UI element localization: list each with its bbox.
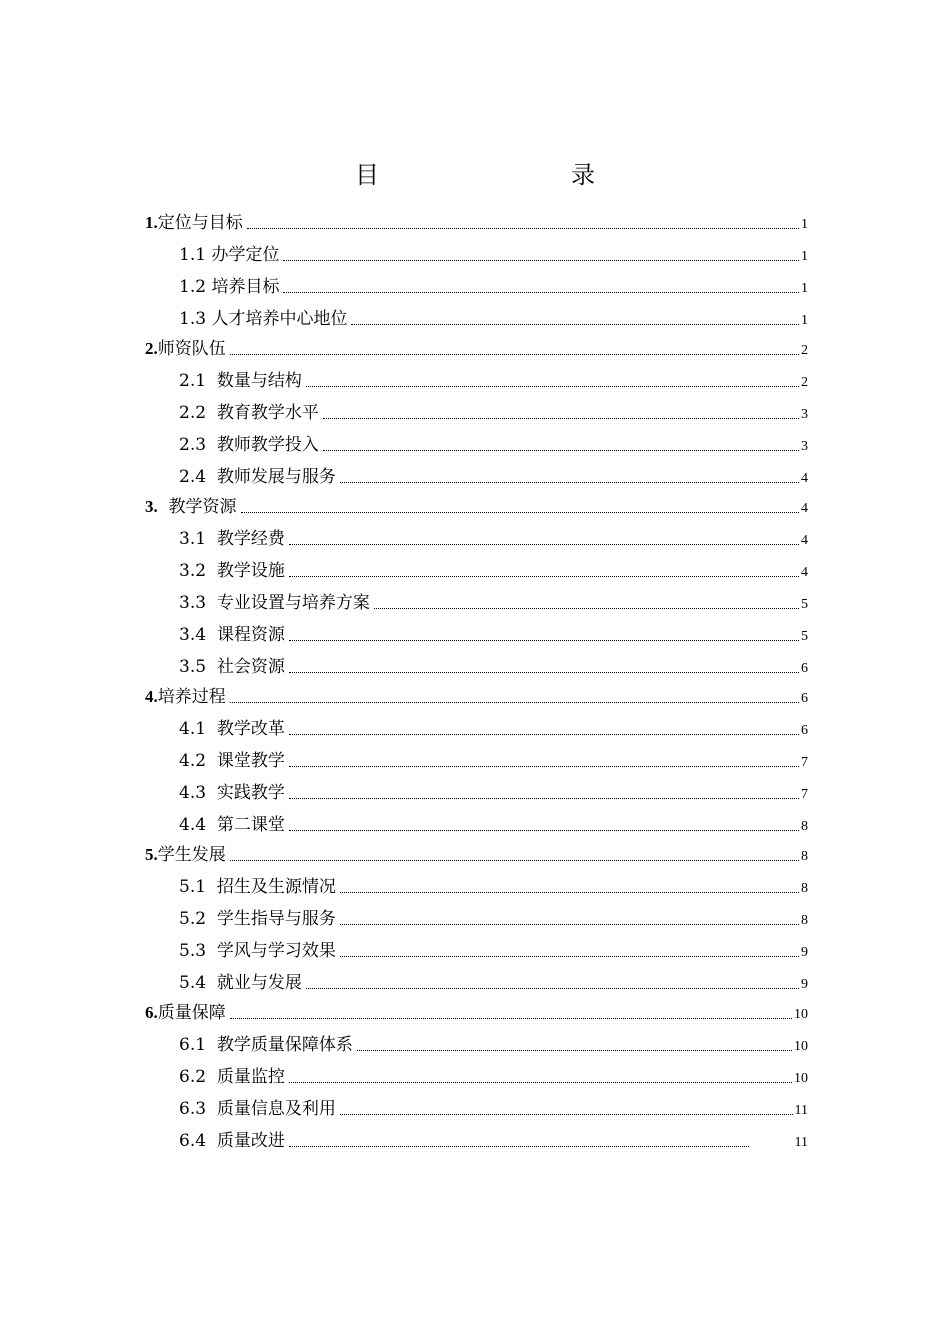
dot-leader (289, 543, 799, 545)
toc-entry-number: 3.3 (179, 593, 207, 613)
toc-section-entry[interactable] (145, 1023, 808, 1055)
toc-page-number: 7 (801, 755, 808, 770)
toc-entry-number: 6.4 (179, 1131, 207, 1151)
toc-entry-label (179, 467, 336, 487)
toc-section-entry[interactable] (145, 613, 808, 645)
dot-leader (340, 955, 799, 957)
toc-entry-label (179, 403, 319, 423)
toc-entry-label (179, 593, 370, 613)
toc-section-entry[interactable] (145, 455, 808, 487)
toc-entry-text: 学风与学习效果 (206, 941, 336, 961)
toc-entry-text: 教育教学水平 (206, 403, 319, 423)
toc-entry-text: 社会资源 (206, 657, 285, 677)
toc-entry-label (179, 941, 336, 961)
toc-entry-label (179, 1067, 285, 1087)
toc-section-entry[interactable] (145, 359, 808, 391)
dot-leader (374, 607, 799, 609)
toc-entry-label (145, 339, 226, 359)
toc-entry-label (179, 877, 336, 897)
dot-leader (289, 797, 799, 799)
toc-entry-number: 5.4 (179, 973, 207, 993)
toc-section-entry[interactable] (145, 803, 808, 835)
toc-section-entry[interactable] (145, 865, 808, 897)
toc-page-number: 5 (801, 597, 808, 612)
toc-section-entry[interactable] (145, 1087, 808, 1119)
toc-entry-number: 1.1 (179, 245, 207, 265)
toc-entry-number: 5.3 (179, 941, 207, 961)
dot-leader (247, 227, 799, 229)
toc-entry-text: 学生指导与服务 (206, 909, 336, 929)
toc-entry-number: 1. (145, 213, 158, 232)
toc-entry-label (145, 687, 226, 707)
toc-entry-text: 课堂教学 (206, 751, 285, 771)
toc-entry-number: 3.5 (179, 657, 207, 677)
toc-entry-text: 学生发展 (157, 845, 226, 865)
dot-leader (306, 987, 799, 989)
toc-page-number: 2 (801, 343, 808, 358)
toc-entry-number: 3.1 (179, 529, 207, 549)
toc-chapter-entry[interactable] (145, 203, 808, 233)
page-title: 目 录 (355, 161, 643, 189)
toc-chapter-entry[interactable] (145, 677, 808, 707)
toc-page-number: 2 (801, 375, 808, 390)
toc-section-entry[interactable] (145, 929, 808, 961)
toc-section-entry[interactable] (145, 297, 808, 329)
toc-entry-text: 定位与目标 (157, 213, 243, 233)
toc-entry-number: 4.3 (179, 783, 207, 803)
toc-entry-number: 1.2 (179, 277, 207, 297)
dot-leader (340, 891, 799, 893)
toc-section-entry[interactable] (145, 1055, 808, 1087)
dot-leader (289, 575, 799, 577)
toc-entry-number: 2. (145, 339, 158, 358)
toc-entry-text: 质量保障 (157, 1003, 226, 1023)
toc-page-number: 7 (801, 787, 808, 802)
toc-entry-number: 3.4 (179, 625, 207, 645)
toc-entry-label (179, 277, 279, 297)
toc-entry-text: 培养过程 (157, 687, 226, 707)
toc-entry-number: 4.2 (179, 751, 207, 771)
toc-entry-label (179, 657, 285, 677)
toc-section-entry[interactable] (145, 1119, 808, 1151)
toc-entry-label (179, 909, 336, 929)
toc-entry-number: 6.2 (179, 1067, 207, 1087)
toc-section-entry[interactable] (145, 897, 808, 929)
toc-entry-text: 办学定位 (206, 245, 280, 265)
toc-page-number: 1 (801, 281, 808, 296)
toc-entry-label (179, 529, 285, 549)
toc-entry-text: 教师发展与服务 (206, 467, 336, 487)
toc-page-number: 8 (801, 881, 808, 896)
toc-entry-text: 质量改进 (206, 1131, 285, 1151)
toc-section-entry[interactable] (145, 771, 808, 803)
toc-page-number: 1 (801, 313, 808, 328)
toc-page-number: 5 (801, 629, 808, 644)
toc-section-entry[interactable] (145, 265, 808, 297)
toc-entry-text: 教师教学投入 (206, 435, 319, 455)
toc-entry-text: 第二课堂 (206, 815, 285, 835)
toc-entry-text: 教学质量保障体系 (206, 1035, 353, 1055)
toc-page-number: 6 (801, 661, 808, 676)
toc-entry-label (179, 783, 285, 803)
toc-chapter-entry[interactable] (145, 487, 808, 517)
toc-section-entry[interactable] (145, 423, 808, 455)
toc-page-number: 4 (801, 533, 808, 548)
toc-entry-text: 教学经费 (206, 529, 285, 549)
toc-page-number: 4 (801, 471, 808, 486)
toc-entry-text: 师资队伍 (157, 339, 226, 359)
dot-leader (289, 671, 799, 673)
toc-section-entry[interactable] (145, 707, 808, 739)
toc-page-number: 6 (801, 723, 808, 738)
toc-entry-label (145, 1003, 226, 1023)
toc-entry-number: 3. (145, 497, 158, 516)
toc-entry-text: 质量监控 (206, 1067, 285, 1087)
toc-entry-number: 5.1 (179, 877, 207, 897)
dot-leader (230, 701, 799, 703)
dot-leader (340, 1113, 793, 1115)
toc-entry-number: 4.4 (179, 815, 207, 835)
toc-entry-label (145, 497, 237, 517)
toc-entry-text: 人才培养中心地位 (206, 309, 348, 329)
toc-entry-label (179, 1035, 353, 1055)
toc-entry-label (179, 371, 302, 391)
toc-page-number: 9 (801, 977, 808, 992)
dot-leader (230, 1017, 792, 1019)
dot-leader (351, 323, 799, 325)
toc-page-number: 3 (801, 439, 808, 454)
toc-section-entry[interactable] (145, 961, 808, 993)
toc-page-number: 8 (801, 913, 808, 928)
toc-entry-number: 2.4 (179, 467, 207, 487)
dot-leader (357, 1049, 792, 1051)
toc-page-number: 10 (794, 1039, 808, 1054)
toc-entry-text: 教学资源 (157, 497, 237, 517)
toc-entry-number: 6.1 (179, 1035, 207, 1055)
table-of-contents (145, 203, 808, 1151)
toc-page-number: 11 (794, 1103, 808, 1118)
toc-entry-number: 2.2 (179, 403, 207, 423)
toc-entry-number: 2.3 (179, 435, 207, 455)
dot-leader (289, 1081, 792, 1083)
toc-section-entry[interactable] (145, 645, 808, 677)
dot-leader (340, 923, 799, 925)
toc-entry-text: 课程资源 (206, 625, 285, 645)
toc-entry-text: 招生及生源情况 (206, 877, 336, 897)
dot-leader (323, 449, 799, 451)
toc-entry-label (179, 625, 285, 645)
toc-entry-text: 数量与结构 (206, 371, 302, 391)
toc-entry-label (179, 815, 285, 835)
toc-page-number: 10 (794, 1071, 808, 1086)
toc-page-number: 8 (801, 819, 808, 834)
toc-entry-text: 实践教学 (206, 783, 285, 803)
toc-entry-number: 1.3 (179, 309, 207, 329)
dot-leader (283, 259, 799, 261)
toc-entry-label (179, 245, 279, 265)
toc-section-entry[interactable] (145, 739, 808, 771)
toc-page-number: 3 (801, 407, 808, 422)
toc-page-number: 6 (801, 691, 808, 706)
toc-entry-text: 培养目标 (206, 277, 280, 297)
toc-entry-number: 4. (145, 687, 158, 706)
toc-entry-label (179, 1131, 285, 1151)
toc-page-number: 8 (801, 849, 808, 864)
dot-leader (241, 511, 799, 513)
dot-leader (289, 829, 799, 831)
toc-entry-text: 教学改革 (206, 719, 285, 739)
toc-section-entry[interactable] (145, 391, 808, 423)
toc-entry-number: 2.1 (179, 371, 207, 391)
toc-entry-number: 6. (145, 1003, 158, 1022)
toc-entry-number: 6.3 (179, 1099, 207, 1119)
toc-page-number: 9 (801, 945, 808, 960)
toc-page-number: 1 (801, 217, 808, 232)
toc-entry-label (179, 973, 302, 993)
dot-leader (289, 733, 799, 735)
toc-section-entry[interactable] (145, 581, 808, 613)
dot-leader (283, 291, 799, 293)
toc-chapter-entry[interactable] (145, 993, 808, 1023)
toc-entry-label (145, 845, 226, 865)
toc-section-entry[interactable] (145, 233, 808, 265)
toc-entry-label (179, 309, 347, 329)
dot-leader (289, 765, 799, 767)
toc-entry-text: 教学设施 (206, 561, 285, 581)
toc-entry-number: 5. (145, 845, 158, 864)
toc-entry-text: 质量信息及利用 (206, 1099, 336, 1119)
toc-entry-text: 就业与发展 (206, 973, 302, 993)
dot-leader (340, 481, 799, 483)
toc-chapter-entry[interactable] (145, 329, 808, 359)
toc-entry-label (179, 1099, 336, 1119)
toc-entry-number: 5.2 (179, 909, 207, 929)
toc-entry-number: 4.1 (179, 719, 207, 739)
toc-entry-label (179, 561, 285, 581)
toc-page-number: 10 (794, 1007, 808, 1022)
toc-page-number: 4 (801, 501, 808, 516)
toc-entry-label (179, 719, 285, 739)
dot-leader (323, 417, 799, 419)
toc-page-number: 1 (801, 249, 808, 264)
dot-leader (230, 353, 799, 355)
toc-entry-label (145, 213, 243, 233)
dot-leader (289, 1145, 749, 1147)
dot-leader (230, 859, 799, 861)
toc-entry-text: 专业设置与培养方案 (206, 593, 370, 613)
toc-entry-label (179, 751, 285, 771)
toc-entry-label (179, 435, 319, 455)
toc-section-entry[interactable] (145, 549, 808, 581)
toc-page-number: 4 (801, 565, 808, 580)
toc-chapter-entry[interactable] (145, 835, 808, 865)
toc-section-entry[interactable] (145, 517, 808, 549)
toc-page-number: 11 (794, 1135, 808, 1150)
dot-leader (289, 639, 799, 641)
dot-leader (306, 385, 799, 387)
toc-entry-number: 3.2 (179, 561, 207, 581)
